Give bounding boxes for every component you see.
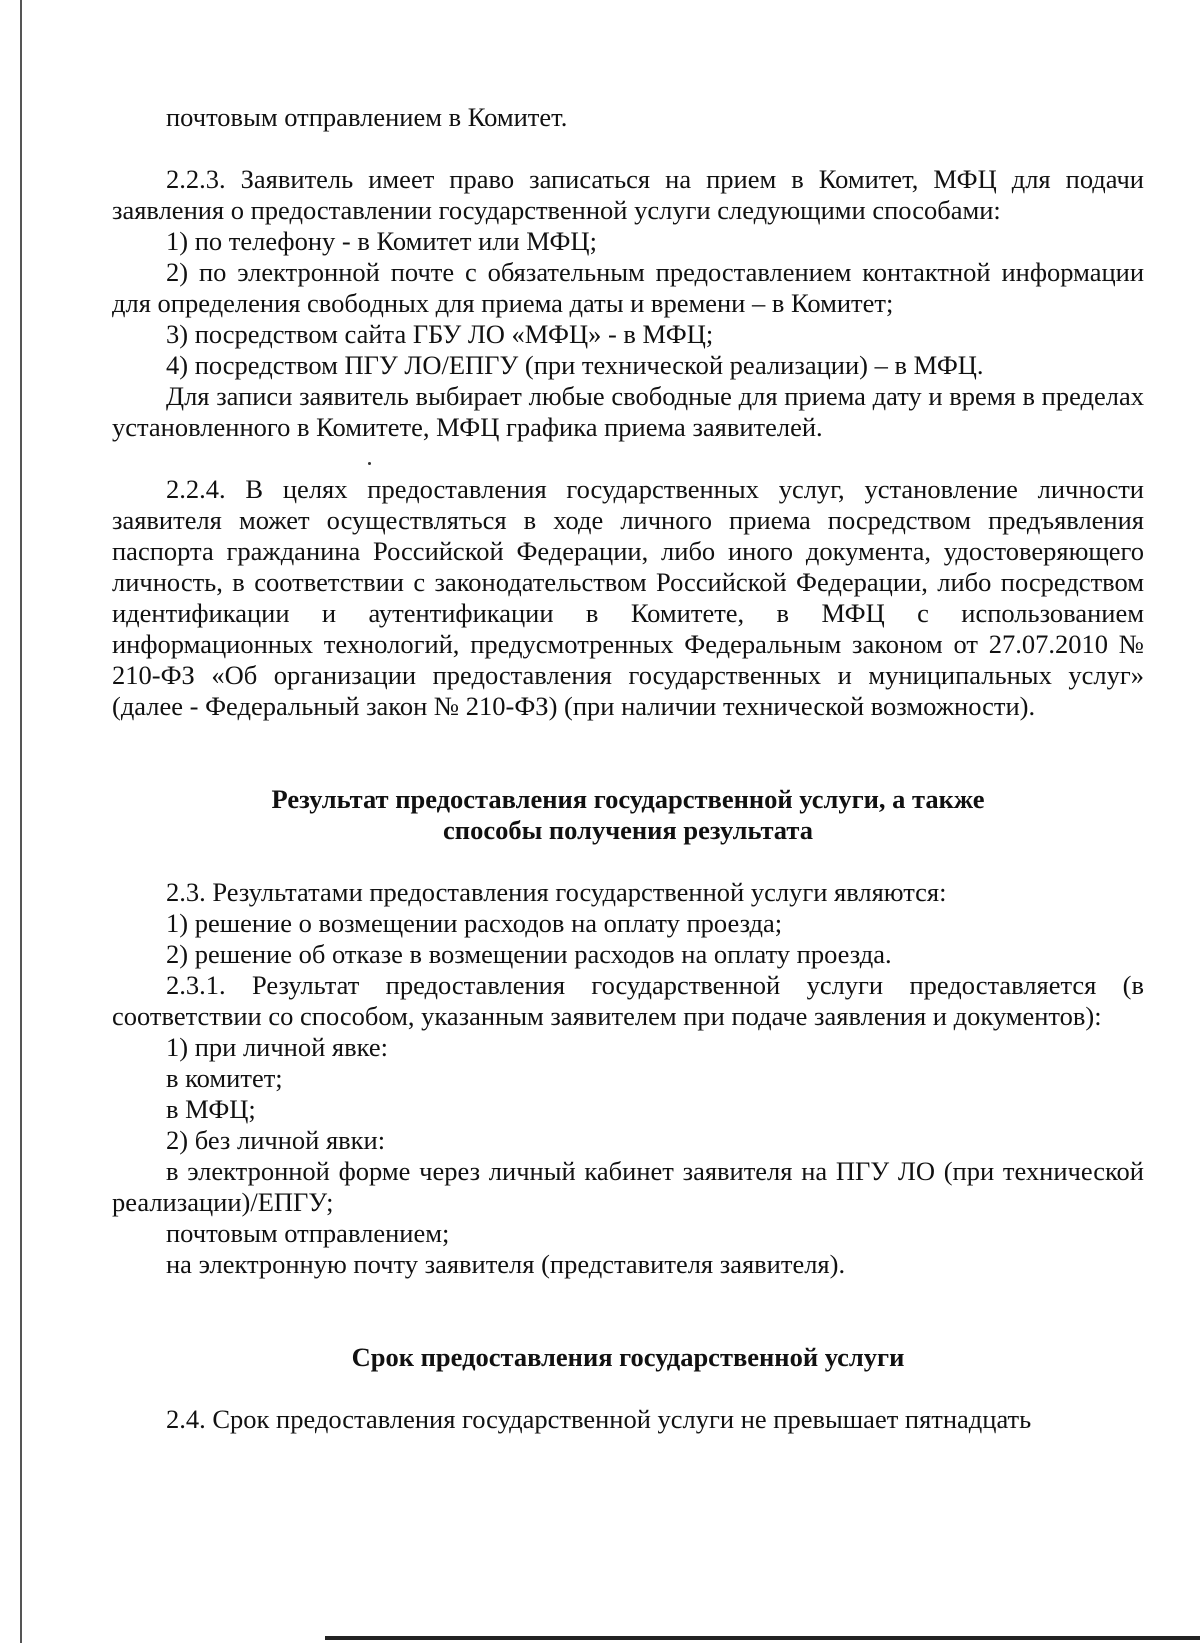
section-2-2-3-lead: 2.2.3. Заявитель имеет право записаться на прием в Комитет, МФЦ для подачи заявления о предоставлении государственной услуги следующими способами: (112, 164, 1144, 225)
scan-bottom-border (325, 1636, 1200, 1640)
section-2-2-3-item-2: 2) по электронной почте с обязательным предоставлением контактной информации для определения свободных для приема даты и времени – в Комитет; (112, 257, 1144, 318)
section-2-3-1-remote-post: почтовым отправлением; (166, 1218, 450, 1248)
section-2-3-1-personal-committee: в комитет; (166, 1063, 283, 1093)
section-2-2-3-item-3: 3) посредством сайта ГБУ ЛО «МФЦ» - в МФЦ; (166, 319, 714, 349)
section-2-2-4: 2.2.4. В целях предоставления государственных услуг, установление личности заявителя может осуществляться в ходе личного приема посредством предъявления паспорта гражданина Российской Федерации, либо иного документа, удостоверяющего личность, в соответствии с законодательством Российской Федерации, либо посредством идентификации и аутентификации в Комитете, в МФЦ с использованием информационных технологий, предусмотренных Федеральным законом от 27.07.2010 № 210-ФЗ «Об организации предоставления государственных и муниципальных услуг» (далее - Федеральный закон № 210-ФЗ) (при наличии технической возможности). (112, 474, 1144, 721)
heading-result-line-1: Результат предоставления государственной услуги, а также (271, 784, 985, 814)
section-2-4: 2.4. Срок предоставления государственной услуги не превышает пятнадцать (166, 1404, 1032, 1434)
section-2-3-1-remote-electronic: в электронной форме через личный кабинет заявителя на ПГУ ЛО (при технической реализации)/ЕПГУ; (112, 1156, 1144, 1217)
section-2-2-3-item-4: 4) посредством ПГУ ЛО/ЕПГУ (при технической реализации) – в МФЦ. (166, 350, 984, 380)
section-2-3-item-1: 1) решение о возмещении расходов на оплату проезда; (166, 908, 783, 938)
document-body (112, 102, 1144, 1435)
section-2-3-1-remote: 2) без личной явки: (166, 1125, 386, 1155)
section-2-2-3-item-1: 1) по телефону - в Комитет или МФЦ; (166, 226, 597, 256)
section-2-3-1-personal-mfc: в МФЦ; (166, 1094, 256, 1124)
section-2-3-1-lead: 2.3.1. Результат предоставления государственной услуги предоставляется (в соответствии со способом, указанным заявителем при подаче заявления и документов): (112, 970, 1144, 1031)
intro-line: почтовым отправлением в Комитет. (166, 102, 568, 132)
section-2-3-item-2: 2) решение об отказе в возмещении расходов на оплату проезда. (166, 939, 892, 969)
section-2-3-1-personal: 1) при личной явке: (166, 1032, 388, 1062)
section-2-3-1-remote-email: на электронную почту заявителя (представителя заявителя). (166, 1249, 846, 1279)
scan-left-border (20, 0, 22, 1643)
heading-term: Срок предоставления государственной услуги (351, 1342, 905, 1372)
section-2-3-lead: 2.3. Результатами предоставления государственной услуги являются: (166, 877, 947, 907)
section-2-2-3-note: Для записи заявитель выбирает любые свободные для приема дату и время в пределах установленного в Комитете, МФЦ графика приема заявителей. (112, 381, 1144, 442)
heading-result-line-2: способы получения результата (443, 815, 813, 845)
